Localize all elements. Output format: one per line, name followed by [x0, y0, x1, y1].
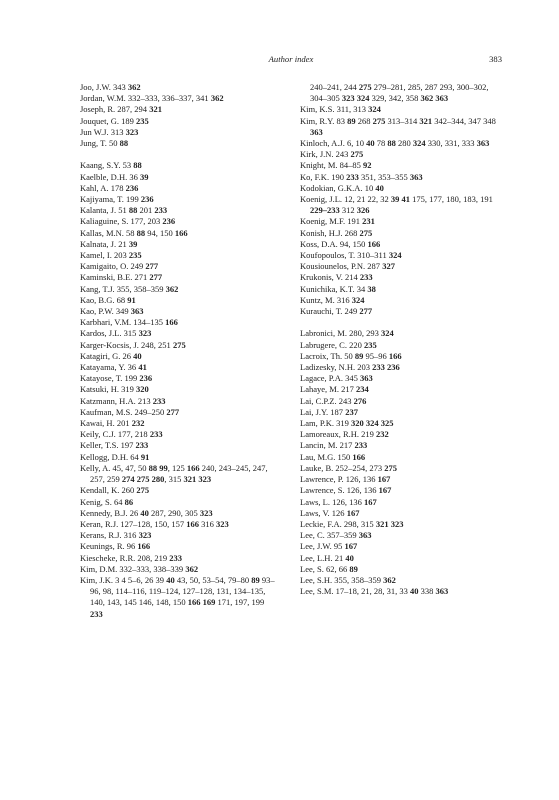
- index-entry: Kim, K.S. 311, 313 324: [300, 104, 381, 115]
- index-entry: Lancin, M. 217 233: [300, 440, 368, 451]
- letter-group-gap: [80, 149, 276, 160]
- index-entry: Keily, C.J. 177, 218 233: [80, 429, 163, 440]
- index-entry: Laws, L. 126, 136 167: [300, 496, 377, 507]
- index-entry: Kaang, S.Y. 53 88: [80, 160, 142, 171]
- index-entry: Koenig, J.L. 12, 21 22, 32 39 41 175, 177, 180, 183, 191 229–233 312 326: [300, 194, 493, 216]
- index-entry: Kendall, K. 260 275: [80, 485, 150, 496]
- index-entry: Ko, F.K. 190 233 351, 353–355 363: [300, 171, 423, 182]
- index-entry: Kodokian, G.K.A. 10 40: [300, 182, 384, 193]
- index-entry: Kim, D.M. 332–333, 338–339 362: [80, 563, 199, 574]
- index-entry: Katayama, Y. 36 41: [80, 362, 147, 373]
- index-entry: Kerans, R.J. 316 323: [80, 530, 152, 541]
- index-entry: Kamigaito, O. 249 277: [80, 261, 159, 272]
- index-entry: Jordan, W.M. 332–333, 336–337, 341 362: [80, 93, 224, 104]
- index-column-right: [300, 82, 506, 597]
- index-entry: Knight, M. 84–85 92: [300, 160, 372, 171]
- index-entry: Kuntz, M. 316 324: [300, 294, 365, 305]
- index-entry: Lee, L.H. 21 40: [300, 552, 354, 563]
- index-entry: Katsuki, H. 319 320: [80, 384, 149, 395]
- page-header: [80, 54, 502, 68]
- index-entry: Lee, S.M. 17–18, 21, 28, 31, 33 40 338 363: [300, 586, 449, 597]
- index-entry: Lamoreaux, R.H. 219 232: [300, 429, 389, 440]
- index-entry: Kaliaguine, S. 177, 203 236: [80, 216, 176, 227]
- index-entry: Lagace, P.A. 345 363: [300, 373, 373, 384]
- index-entry: Kaminski, B.E. 271 277: [80, 272, 163, 283]
- index-entry: Katagiri, G. 26 40: [80, 350, 142, 361]
- index-entry: Kousiounelos, P.N. 287 327: [300, 261, 395, 272]
- index-entry: Laws, V. 126 167: [300, 507, 360, 518]
- index-entry: Kalanta, J. 51 88 201 233: [80, 205, 168, 216]
- index-entry: Karbhari, V.M. 134–135 166: [80, 317, 178, 328]
- index-entry: Lacroix, Th. 50 89 95–96 166: [300, 350, 402, 361]
- page-number: 383: [489, 54, 502, 64]
- index-entry: Katzmann, H.A. 213 233: [80, 395, 166, 406]
- index-entry: Jung, T. 50 88: [80, 138, 129, 149]
- index-entry: Labrugere, C. 220 235: [300, 339, 377, 350]
- index-entry: Kurauchi, T. 249 277: [300, 306, 373, 317]
- index-entry: Lai, J.Y. 187 237: [300, 406, 358, 417]
- index-entry: Kardos, J.L. 315 323: [80, 328, 152, 339]
- index-entry: Koenig, M.F. 191 231: [300, 216, 375, 227]
- index-entry: Koufopoulos, T. 310–311 324: [300, 250, 402, 261]
- running-title: Author index: [268, 54, 314, 64]
- index-entry: Kajiyama, T. 199 236: [80, 194, 154, 205]
- index-entry: Joseph, R. 287, 294 321: [80, 104, 162, 115]
- index-entry: Kunichika, K.T. 34 38: [300, 283, 376, 294]
- index-column-left: [80, 82, 276, 620]
- index-entry: Kao, P.W. 349 363: [80, 306, 144, 317]
- index-entry: Jouquet, G. 189 235: [80, 115, 149, 126]
- index-entry: Lam, P.K. 319 320 324 325: [300, 418, 394, 429]
- index-entry: Kennedy, B.J. 26 40 287, 290, 305 323: [80, 507, 213, 518]
- index-entry: Kirk, J.N. 243 275: [300, 149, 364, 160]
- index-entry: Joo, J.W. 343 362: [80, 82, 141, 92]
- index-entry: Lai, C.P.Z. 243 276: [300, 395, 367, 406]
- index-entry: Lee, J.W. 95 167: [300, 541, 358, 552]
- index-entry: Lee, S. 62, 66 89: [300, 563, 358, 574]
- index-entry: Lawrence, P. 126, 136 167: [300, 474, 391, 485]
- index-entry: Kang, T.J. 355, 358–359 362: [80, 283, 179, 294]
- index-entry: Kahl, A. 178 236: [80, 182, 139, 193]
- index-entry: Keunings, R. 96 166: [80, 541, 151, 552]
- index-entry: Kallas, M.N. 58 88 94, 150 166: [80, 227, 188, 238]
- index-entry: Kiescheke, R.R. 208, 219 233: [80, 552, 182, 563]
- index-entry: Kim, R.Y. 83 89 268 275 313–314 321 342–344, 347 348 363: [300, 115, 496, 137]
- index-entry: Kaufman, M.S. 249–250 277: [80, 406, 180, 417]
- index-entry: Lau, M.G. 150 166: [300, 451, 366, 462]
- index-entry: Lahaye, M. 217 234: [300, 384, 369, 395]
- index-entry: Kenig, S. 64 86: [80, 496, 134, 507]
- index-entry: Karger-Kocsis, J. 248, 251 275: [80, 339, 186, 350]
- index-entry: Keller, T.S. 197 233: [80, 440, 149, 451]
- index-entry: Katayose, T. 199 236: [80, 373, 153, 384]
- index-entry: Kao, B.G. 68 91: [80, 294, 136, 305]
- index-entry: Keran, R.J. 127–128, 150, 157 166 316 323: [80, 518, 229, 529]
- index-entry: Kamel, I. 203 235: [80, 250, 142, 261]
- index-entry: Ladizesky, N.H. 203 233 236: [300, 362, 400, 373]
- index-entry: Lauke, B. 252–254, 273 275: [300, 462, 398, 473]
- index-entry: Kinloch, A.J. 6, 10 40 78 88 280 324 330, 331, 333 363: [300, 138, 490, 149]
- index-entry: Lee, C. 357–359 363: [300, 530, 372, 541]
- index-entry: Kellogg, D.H. 64 91: [80, 451, 150, 462]
- letter-group-gap: [300, 317, 506, 328]
- index-entry: Kelly, A. 45, 47, 50 88 99, 125 166 240, 243–245, 247, 257, 259 274 275 280, 315 321 323: [80, 462, 268, 485]
- index-entry: Labronici, M. 280, 293 324: [300, 328, 394, 339]
- index-entry: Lee, S.H. 355, 358–359 362: [300, 574, 396, 585]
- index-entry: Kawai, H. 201 232: [80, 418, 145, 429]
- index-entry-continued: 240–241, 244 275 279–281, 285, 287 293, 300–302, 304–305 323 324 329, 342, 358 362 363: [310, 82, 489, 104]
- index-entry: Jun W.J. 313 323: [80, 126, 139, 137]
- index-entry: Kaelble, D.H. 36 39: [80, 171, 149, 182]
- index-entry: Krukonis, V. 214 233: [300, 272, 373, 283]
- index-entry: Leckie, F.A. 298, 315 321 323: [300, 518, 404, 529]
- index-entry: Konish, H.J. 268 275: [300, 227, 373, 238]
- index-entry: Kalnata, J. 21 39: [80, 238, 138, 249]
- index-entry: Koss, D.A. 94, 150 166: [300, 238, 381, 249]
- index-entry: Kim, J.K. 3 4 5–6, 26 39 40 43, 50, 53–54, 79–80 89 93–96, 98, 114–116, 119–124, 127–128, 131, 134–135, 140, 143, 145 146, 148, 150 166 169 171, 197, 199 233: [80, 574, 275, 619]
- index-entry: Lawrence, S. 126, 136 167: [300, 485, 392, 496]
